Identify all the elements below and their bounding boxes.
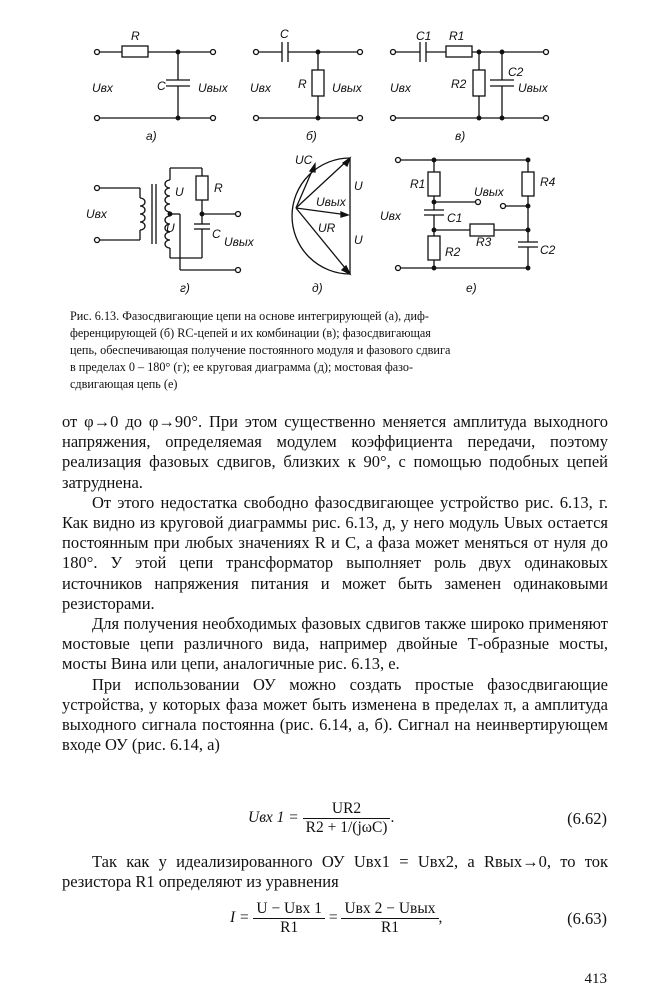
label-uvx-e: Uвх	[380, 209, 401, 223]
circuit-a	[92, 29, 229, 143]
label-uvx-c: Uвх	[390, 81, 411, 95]
paragraph-5: Так как у идеализированного ОУ Uвх1 = Uвх2, а Rвых→0, то ток резистора R1 определяют из уравнения	[62, 852, 608, 892]
equation-number-6-63: (6.63)	[567, 909, 607, 928]
label-R: R	[131, 29, 140, 43]
label-C-b: C	[280, 27, 289, 41]
label-UC: UC	[295, 153, 313, 167]
label-C1-c: C1	[416, 29, 432, 43]
circuit-c	[390, 29, 549, 143]
eq2-fraction-2	[341, 900, 438, 937]
label-R1-e: R1	[410, 177, 426, 191]
body-text-lower	[62, 852, 608, 892]
label-uvyx-d: Uвых	[316, 195, 346, 209]
label-uvyx-b: Uвых	[332, 81, 362, 95]
label-UR: UR	[318, 221, 336, 235]
eq2-numerator-2: Uвх 2 − Uвых	[341, 900, 438, 919]
label-uvx-g: Uвх	[86, 207, 107, 221]
paragraph-4: При использовании ОУ можно создать простые фазосдвигающие устройства, у которых фаза может быть изменена в пределах π, а амплитуда выходного сигнала постоянна (рис. 6.14, а, б). Сигнал на неинвертирующем входе ОУ (рис. 6.14, а)	[62, 674, 608, 755]
eq2-denominator-2: R1	[380, 919, 400, 936]
label-U-g1: U	[175, 185, 184, 199]
label-R-g: R	[214, 181, 223, 195]
label-C-g: C	[212, 227, 221, 241]
paragraph-2: От этого недостатка свободно фазосдвигающее устройство рис. 6.13, г. Как видно из круговой диаграммы рис. 6.13, д, у него модуль Uвых остается постоянным при любых значениях R и C, а фаза может меняться от нуля до 180°. У этой цепи трансформатор выполняет роль двух одинаковых источников напряжения питания и может быть заменен одинаковыми резисторами.	[62, 492, 608, 613]
equation-number-6-62: (6.62)	[567, 809, 607, 828]
label-uvx-a: Uвх	[92, 81, 113, 95]
eq2-numerator-1: U − Uвх 1	[253, 900, 325, 919]
label-C2-c: C2	[508, 65, 524, 79]
circuit-e	[380, 158, 556, 296]
label-R-b: R	[298, 77, 307, 91]
eq2-tail: ,	[438, 909, 443, 927]
panel-label-g: г)	[180, 281, 190, 295]
label-uvyx-c: Uвых	[518, 81, 548, 95]
label-U-g2: U	[166, 221, 175, 235]
label-C: C	[157, 79, 166, 93]
panel-label-d: д)	[312, 281, 323, 295]
page-number: 413	[584, 971, 607, 987]
label-R1-c: R1	[449, 29, 465, 43]
eq1-fraction	[303, 800, 391, 837]
label-R4-e: R4	[540, 175, 556, 189]
circle-diagram-d	[292, 153, 363, 295]
label-uvyx-e: Uвых	[474, 185, 504, 199]
eq1-tail: .	[390, 809, 395, 827]
caption-line: ференцирующей (б) RC-цепей и их комбинации (в); фазосдвигающая	[70, 326, 431, 340]
caption-line: Рис. 6.13. Фазосдвигающие цепи на основе интегрирующей (а), диф-	[70, 309, 429, 323]
label-uvyx-g: Uвых	[224, 235, 254, 249]
body-text-upper	[62, 412, 608, 755]
caption-line: в пределах 0 – 180° (г); ее круговая диаграмма (д); мостовая фазо-	[70, 360, 414, 374]
label-U-d1: U	[354, 179, 363, 193]
panel-label-b: б)	[306, 129, 317, 143]
caption-line: цепь, обеспечивающая получение постоянного модуля и фазового сдвига	[70, 343, 451, 357]
label-R2-e: R2	[445, 245, 461, 259]
eq2-fraction-1	[253, 900, 325, 937]
eq2-equals: =	[328, 909, 338, 927]
figure-6-13	[0, 0, 645, 300]
circuit-b	[250, 27, 363, 143]
panel-label-c: в)	[455, 129, 466, 143]
eq1-numerator: UR2	[303, 800, 391, 819]
panel-label-a: а)	[146, 129, 157, 143]
eq2-lhs: I =	[230, 909, 250, 927]
paragraph-3: Для получения необходимых фазовых сдвигов также широко применяют мостовые цепи различного вида, например двойные Т-образные мосты, мосты Вина или цепи, аналогичные рис. 6.13, е.	[62, 614, 608, 674]
label-U-d2: U	[354, 233, 363, 247]
figure-caption	[70, 308, 590, 393]
label-uvyx-a: Uвых	[198, 81, 228, 95]
eq2-denominator-1: R1	[280, 919, 299, 936]
equation-6-62	[248, 800, 394, 837]
equation-6-63	[230, 900, 442, 937]
label-C1-e: C1	[447, 211, 463, 225]
circuit-g	[86, 168, 255, 295]
panel-label-e: е)	[466, 281, 477, 295]
label-C2-e: C2	[540, 243, 556, 257]
eq1-lhs: Uвх 1 =	[248, 809, 299, 827]
label-R2-c: R2	[451, 77, 467, 91]
label-R3-e: R3	[476, 235, 492, 249]
eq1-denominator: R2 + 1/(jωC)	[305, 819, 388, 836]
label-uvx-b: Uвх	[250, 81, 271, 95]
paragraph-1: от φ→0 до φ→90°. При этом существенно меняется амплитуда выходного напряжения, определяемая модулем коэффициента передачи, поэтому реализация фазовых сдвигов, близких к 90°, с помощью подобных цепей затруднена.	[62, 412, 608, 492]
caption-line: сдвигающая цепь (е)	[70, 377, 178, 391]
